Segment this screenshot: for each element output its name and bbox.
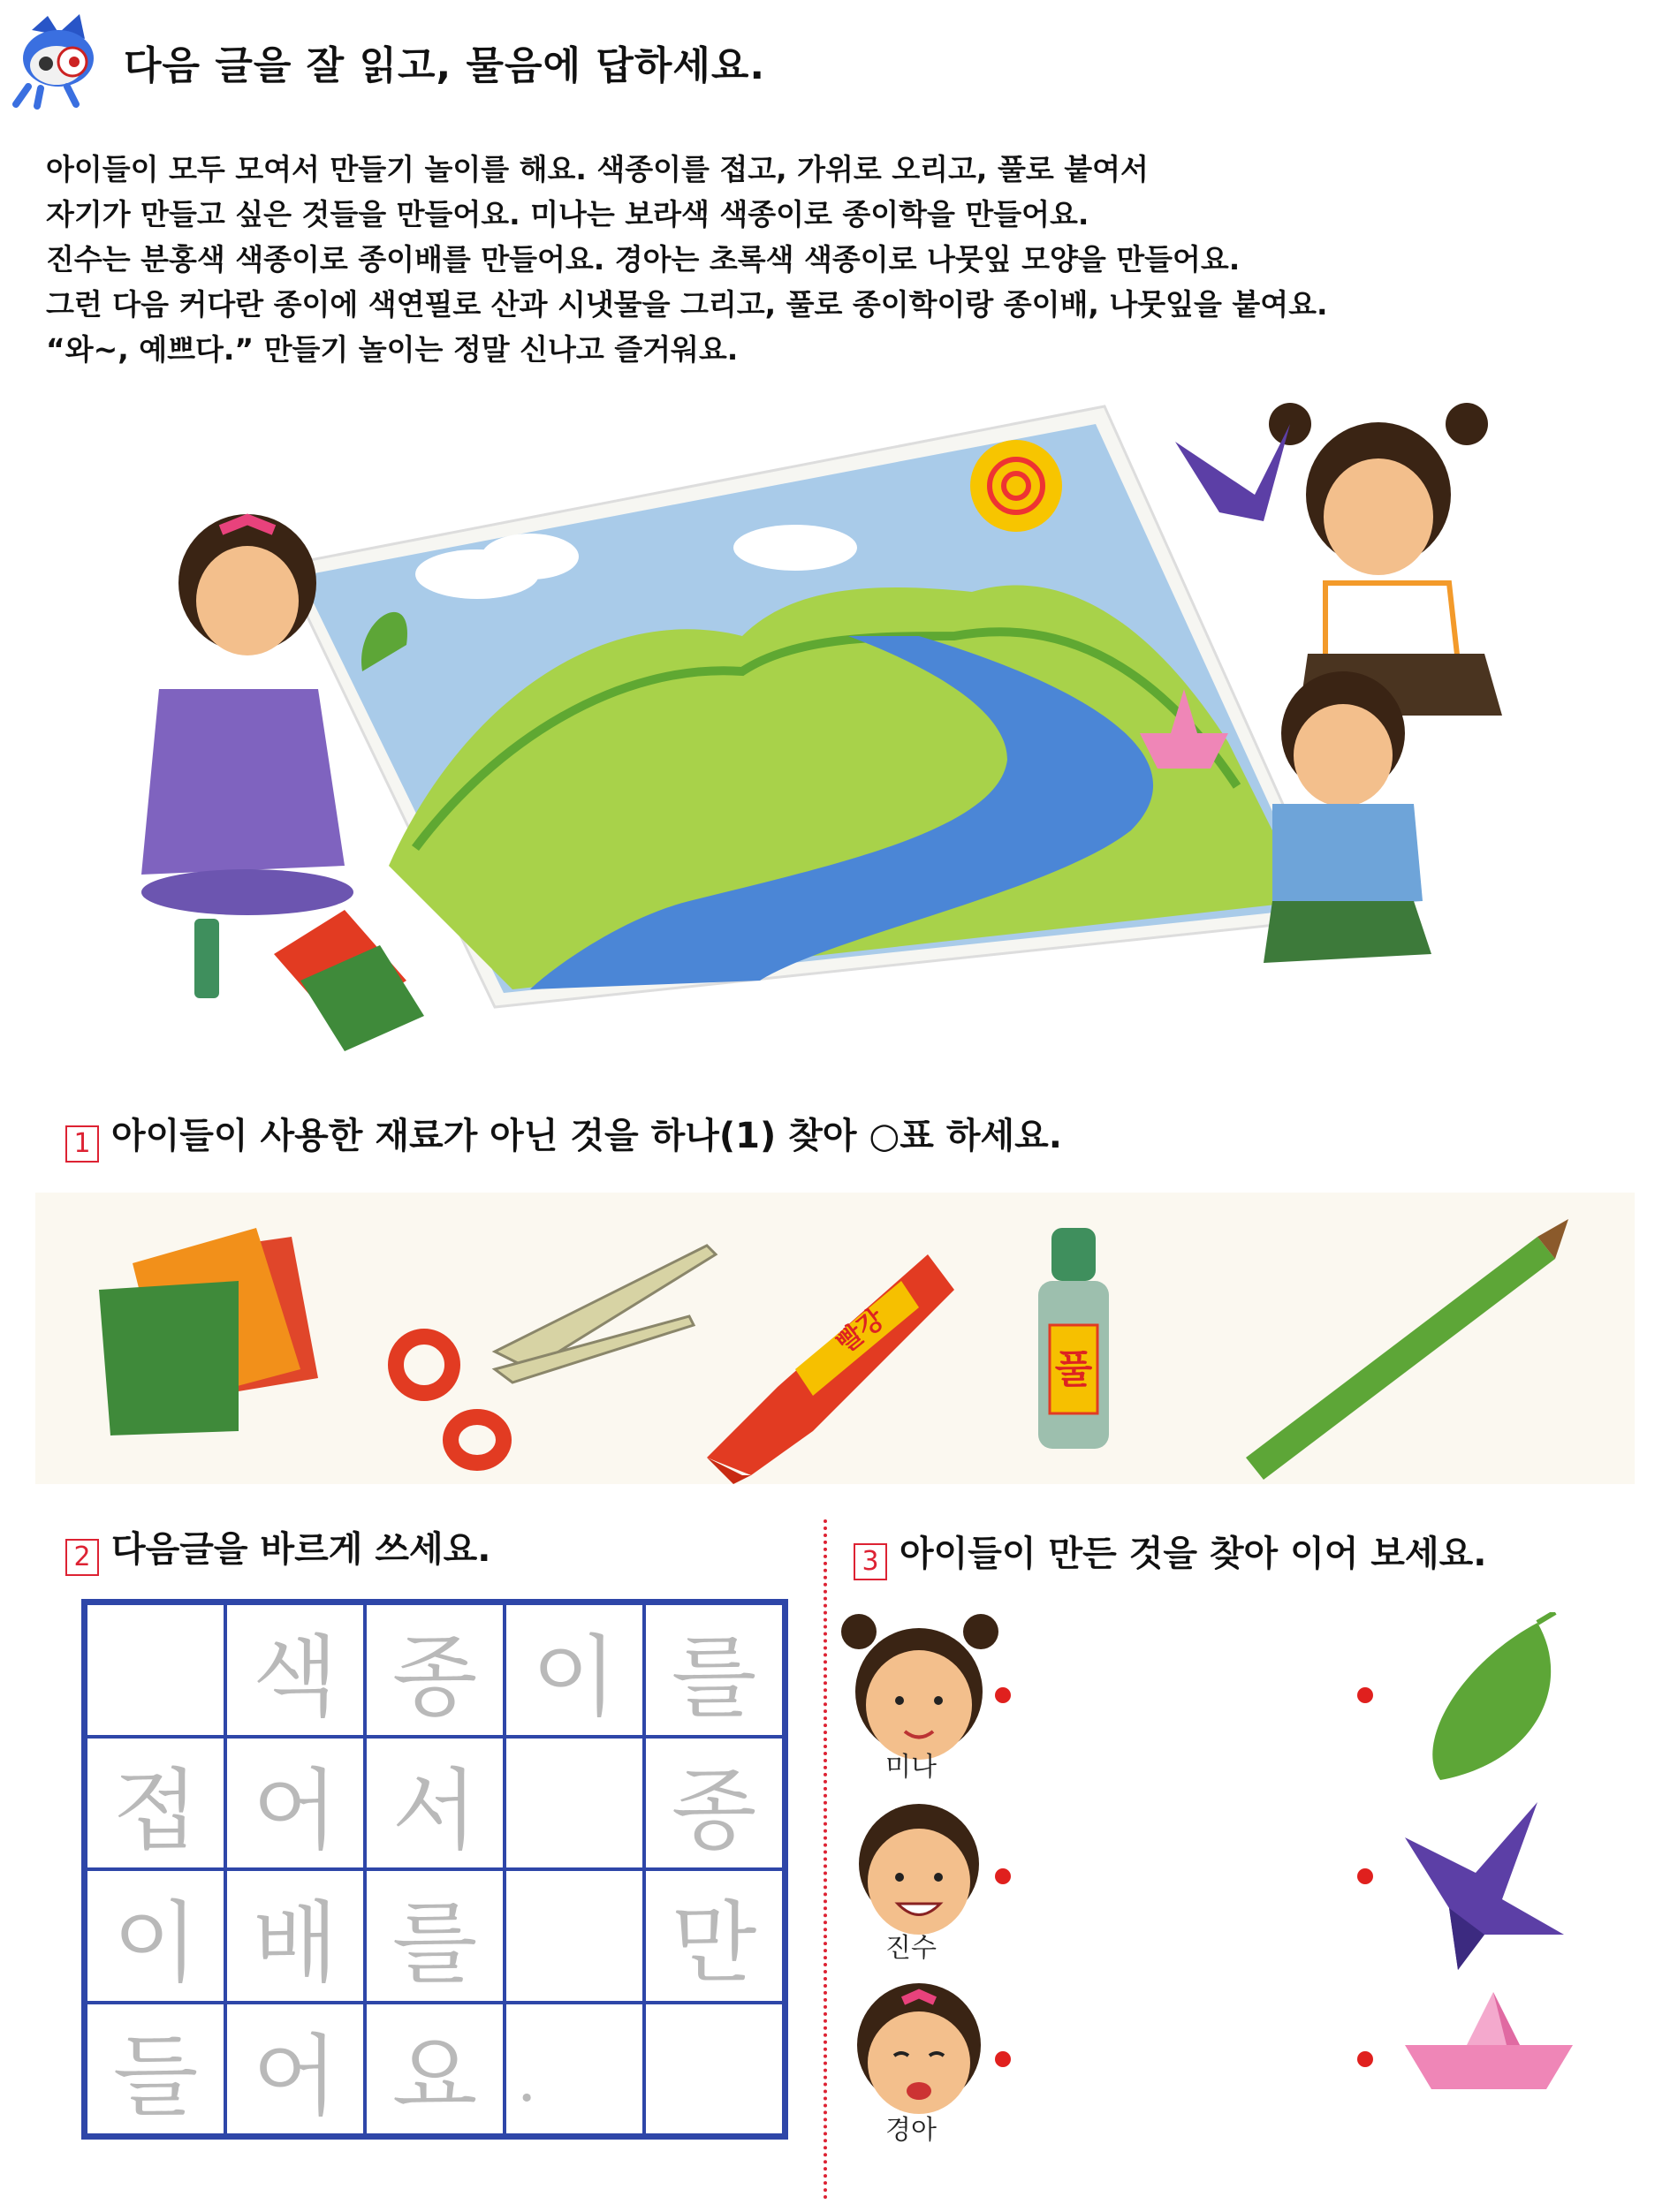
- jinsu-face-icon: [859, 1804, 979, 1935]
- paper-boat-icon: [1405, 1992, 1573, 2089]
- grid-cell[interactable]: 접: [86, 1737, 225, 1870]
- grid-cell[interactable]: 어: [225, 2003, 365, 2136]
- grid-cell[interactable]: 어: [225, 1737, 365, 1870]
- page-title: 다음 글을 잘 읽고, 물음에 답하세요.: [124, 43, 766, 88]
- question-text: 아이들이 만든 것을 찾아 이어 보세요.: [900, 1534, 1487, 1574]
- passage-line: 진수는 분홍색 색종이로 종이배를 만들어요. 경아는 초록색 색종이로 나뭇잎 모양을 만들어요.: [46, 242, 1241, 276]
- passage-line: 그런 다음 커다란 종이에 색연필로 산과 시냇물을 그리고, 풀로 종이학이랑 종이배, 나뭇잎을 붙여요.: [46, 287, 1328, 322]
- question-number: 1: [65, 1125, 99, 1163]
- child-name-jinsu: 진수: [885, 1933, 937, 1964]
- grid-cell[interactable]: 종: [644, 1737, 784, 1870]
- grid-cell[interactable]: 만: [644, 1869, 784, 2003]
- grid-cell[interactable]: 이: [86, 1869, 225, 2003]
- glue-label: 풀: [1054, 1347, 1093, 1392]
- question-text: 다음글을 바르게 쓰세요.: [111, 1529, 491, 1570]
- grid-cell[interactable]: 종: [365, 1603, 505, 1737]
- grid-cell[interactable]: 를: [365, 1869, 505, 2003]
- passage-line: 아이들이 모두 모여서 만들기 놀이를 해요. 색종이를 접고, 가위로 오리고, 풀로 붙여서: [46, 152, 1149, 186]
- match-dot-left-1[interactable]: [995, 1687, 1011, 1703]
- match-dot-left-3[interactable]: [995, 2051, 1011, 2067]
- gyeonga-face-icon: [857, 1983, 981, 2114]
- grid-cell[interactable]: [644, 2003, 784, 2136]
- grid-cell[interactable]: 서: [365, 1737, 505, 1870]
- grid-cell[interactable]: [505, 1737, 644, 1870]
- question-number: 2: [65, 1539, 99, 1576]
- question-2: [65, 1521, 490, 1576]
- passage-line: “와~, 예쁘다.” 만들기 놀이는 정말 신나고 즐거워요.: [46, 332, 739, 367]
- passage-line: 자기가 만들고 싶은 것들을 만들어요. 미나는 보라색 색종이로 종이학을 만들어요.: [46, 197, 1089, 231]
- grid-cell[interactable]: [505, 1869, 644, 2003]
- question-number: 3: [854, 1543, 887, 1580]
- grid-cell[interactable]: 요: [365, 2003, 505, 2136]
- grid-cell[interactable]: 배: [225, 1869, 365, 2003]
- child-name-gyeonga: 경아: [885, 2115, 937, 2146]
- grid-cell[interactable]: .: [505, 2003, 644, 2136]
- writing-grid: [81, 1599, 788, 2140]
- grid-cell[interactable]: 를: [644, 1603, 784, 1737]
- question-1: [65, 1108, 1062, 1163]
- section-divider: [824, 1519, 827, 2200]
- mascot-icon: [5, 12, 111, 110]
- match-dot-right-1[interactable]: [1357, 1687, 1373, 1703]
- question-3: [854, 1526, 1486, 1580]
- leaf-icon: [1432, 1612, 1555, 1780]
- materials-row: [35, 1193, 1635, 1484]
- grid-cell[interactable]: 들: [86, 2003, 225, 2136]
- grid-cell[interactable]: 색: [225, 1603, 365, 1737]
- child-name-mina: 미나: [885, 1752, 937, 1783]
- crayon-label: 빨강: [831, 1303, 891, 1360]
- mina-face-icon: [841, 1614, 998, 1760]
- match-dot-right-2[interactable]: [1357, 1868, 1373, 1884]
- reading-passage: [46, 147, 1601, 372]
- grid-cell[interactable]: 이: [505, 1603, 644, 1737]
- main-illustration: [124, 371, 1546, 1051]
- grid-cell[interactable]: [86, 1603, 225, 1737]
- question-text: 아이들이 사용한 재료가 아닌 것을 하나(1) 찾아 ○표 하세요.: [111, 1116, 1062, 1156]
- crafts-column: [1405, 1612, 1582, 2142]
- match-dot-left-2[interactable]: [995, 1868, 1011, 1884]
- paper-crane-icon: [1405, 1802, 1564, 1970]
- match-dot-right-3[interactable]: [1357, 2051, 1373, 2067]
- children-faces: [839, 1612, 1016, 2142]
